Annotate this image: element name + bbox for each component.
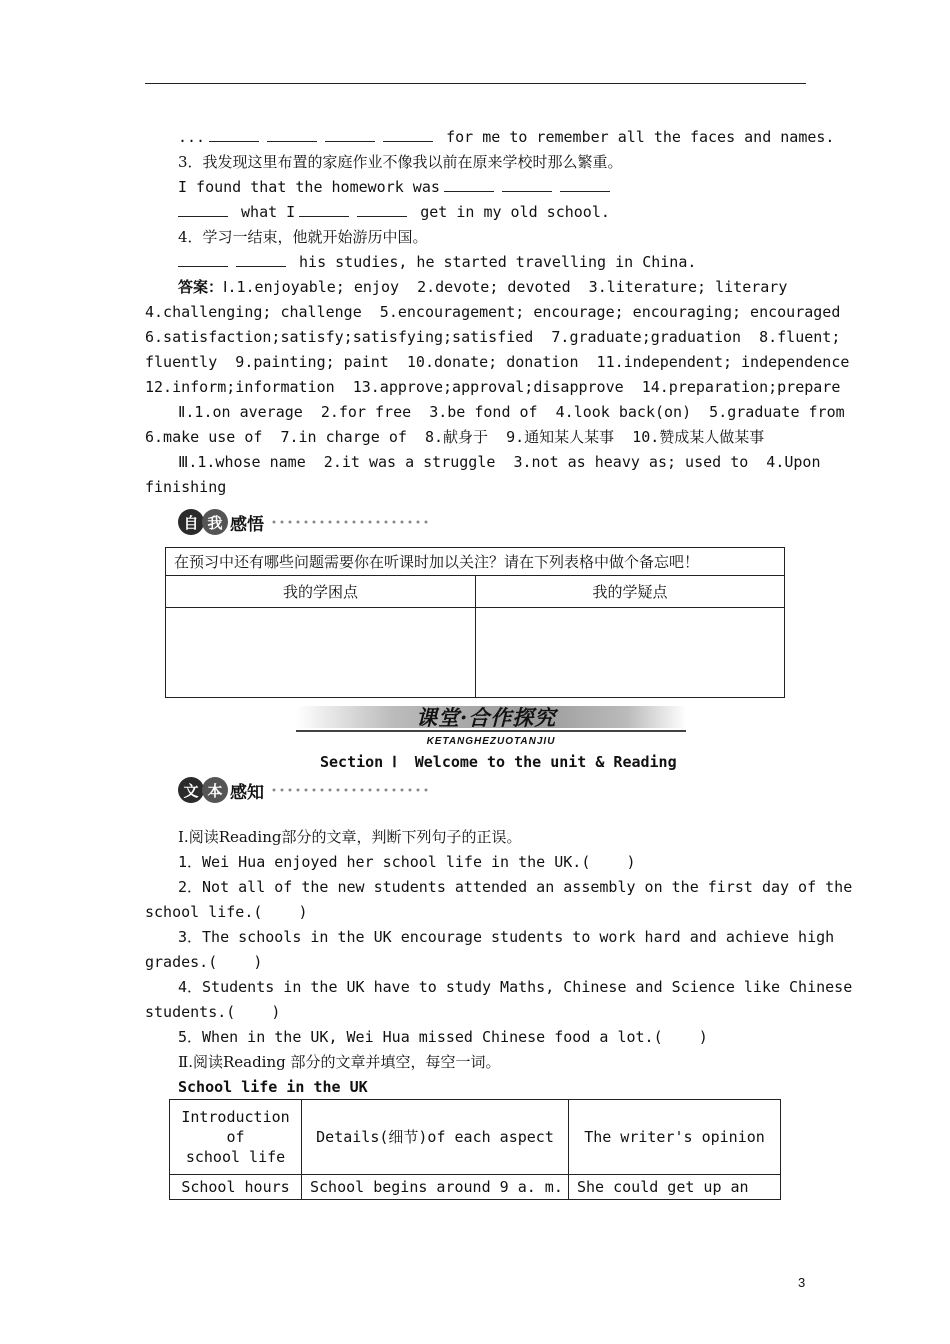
question-1: 1．Wei Hua enjoyed her school life in the UK.( ) (178, 853, 636, 871)
question-4-cont: students.( ) (145, 1003, 281, 1021)
banner2-char-1: 文 (178, 777, 204, 803)
section-heading: Section Ⅰ Welcome to the unit & Reading (320, 753, 677, 771)
banner2-dots (270, 786, 430, 794)
th-introduction: Introduction of school life (170, 1100, 302, 1175)
banner2-char-2: 本 (202, 777, 228, 803)
banner-text-perception (178, 775, 430, 805)
section-banner (296, 700, 686, 747)
question-4: 4．Students in the UK have to study Maths, Chinese and Science like Chinese (178, 978, 853, 996)
answers-line-3: 6.satisfaction;satisfy;satisfying;satisfied 7.graduate;graduation 8.fluent; (145, 328, 841, 346)
banner2-text: 感知 (230, 782, 264, 803)
banner-dots (270, 518, 430, 526)
th-opinion: The writer's opinion (569, 1100, 781, 1175)
section-subtitle: KETANGHEZUOTANJIU (426, 736, 556, 747)
school-life-table (169, 1099, 781, 1200)
cell-school-hours: School hours (170, 1175, 302, 1200)
banner-char-1: 自 (178, 509, 204, 535)
memo-col-difficulties: 我的学困点 (166, 576, 476, 608)
question-3-cont: grades.( ) (145, 953, 263, 971)
line-2: 3．我发现这里布置的家庭作业不像我以前在原来学校时那么繁重。 (178, 153, 623, 171)
answers-line-2: 4.challenging; challenge 5.encouragement; encourage; encouraging; encouraged (145, 303, 841, 321)
reading-instruction-2: Ⅱ.阅读Reading 部分的文章并填空，每空一词。 (178, 1053, 501, 1071)
memo-table (165, 547, 785, 698)
question-2-cont: school life.( ) (145, 903, 308, 921)
memo-col-questions: 我的学疑点 (476, 576, 785, 608)
answers-line-4: fluently 9.painting; paint 10.donate; donation 11.independent; independence (145, 353, 850, 371)
line-6: his studies, he started travelling in China. (178, 252, 696, 272)
memo-cell-difficulties[interactable] (166, 608, 476, 698)
answers-line-9: finishing (145, 478, 227, 496)
cell-school-begins: School begins around 9 a. m. (302, 1175, 569, 1200)
answers-line-6: Ⅱ.1.on average 2.for free 3.be fond of 4.look back(on) 5.graduate from (178, 403, 845, 421)
banner-text: 感悟 (230, 514, 264, 535)
memo-header: 在预习中还有哪些问题需要你在听课时加以关注？请在下列表格中做个备忘吧！ (166, 548, 785, 576)
answers-line-7: 6.make use of 7.in charge of 8.献身于 9.通知某人某事 10.赞成某人做某事 (145, 428, 765, 446)
reading-instruction-1: Ⅰ.阅读Reading部分的文章，判断下列句子的正误。 (178, 828, 522, 846)
header-rule (145, 83, 806, 84)
line-4: what I get in my old school. (178, 202, 610, 222)
page-number: 3 (798, 1275, 806, 1290)
line-1: ... for me to remember all the faces and names. (178, 128, 835, 146)
answers-line-8: Ⅲ.1.whose name 2.it was a struggle 3.not as heavy as; used to 4.Upon (178, 453, 821, 471)
question-5: 5．When in the UK, Wei Hua missed Chinese food a lot.( ) (178, 1028, 708, 1046)
line-3: I found that the homework was (178, 177, 614, 197)
memo-cell-questions[interactable] (476, 608, 785, 698)
table-caption: School life in the UK (178, 1078, 368, 1096)
section-title: 课堂·合作探究 (416, 705, 557, 730)
th-details: Details(细节)of each aspect (302, 1100, 569, 1175)
question-2: 2．Not all of the new students attended an assembly on the first day of the (178, 878, 853, 896)
line-5: 4．学习一结束，他就开始游历中国。 (178, 228, 428, 246)
cell-opinion: She could get up an (569, 1175, 781, 1200)
answers-line-5: 12.inform;information 13.approve;approval;disapprove 14.preparation;prepare (145, 378, 841, 396)
question-3: 3．The schools in the UK encourage students to work hard and achieve high (178, 928, 835, 946)
banner-self-reflection (178, 507, 430, 537)
answers-line-1: 答案：Ⅰ.1.enjoyable; enjoy 2.devote; devoted 3.literature; literary (178, 278, 788, 296)
banner-char-2: 我 (202, 509, 228, 535)
